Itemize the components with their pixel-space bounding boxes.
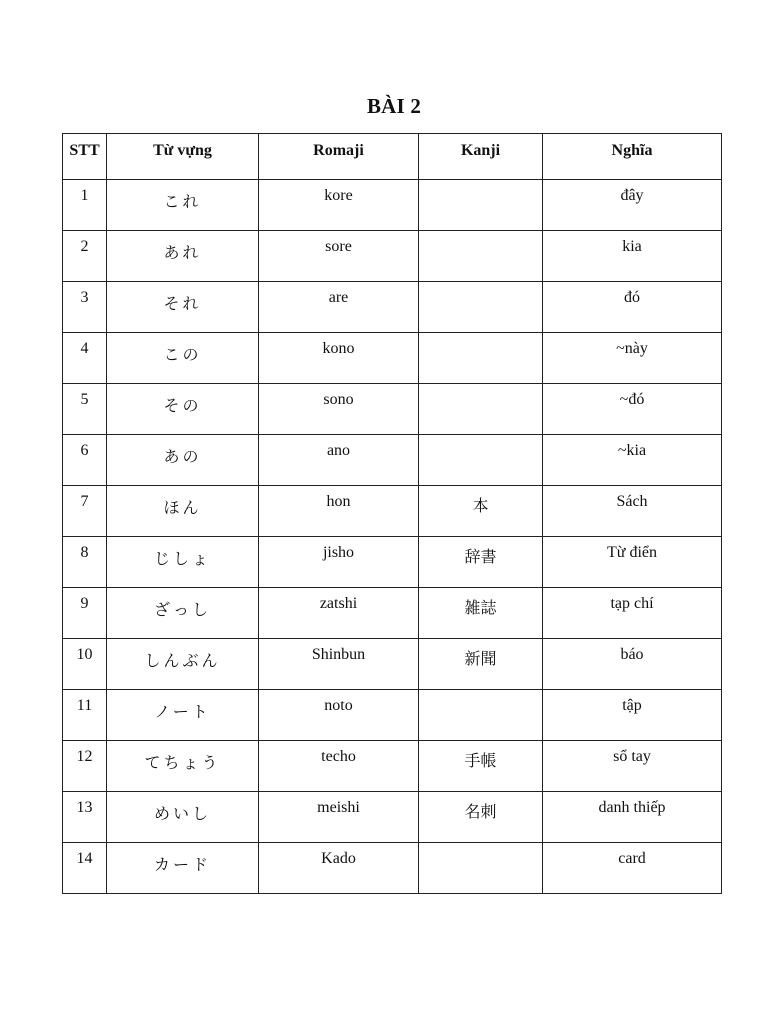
cell-romaji: kono (259, 333, 419, 384)
cell-kanji: 新聞 (419, 639, 543, 690)
cell-romaji: Kado (259, 843, 419, 894)
cell-meaning: kia (543, 231, 722, 282)
cell-meaning: ~kia (543, 435, 722, 486)
table-header-row (63, 134, 722, 180)
cell-stt: 6 (63, 435, 107, 486)
cell-vocab: あの (107, 435, 259, 486)
cell-romaji: kore (259, 180, 419, 231)
cell-meaning: đó (543, 282, 722, 333)
cell-meaning: đây (543, 180, 722, 231)
cell-meaning: Sách (543, 486, 722, 537)
cell-vocab: それ (107, 282, 259, 333)
cell-meaning: tập (543, 690, 722, 741)
table-row (63, 333, 722, 384)
table-row (63, 384, 722, 435)
cell-romaji: Shinbun (259, 639, 419, 690)
cell-kanji (419, 384, 543, 435)
table-row (63, 282, 722, 333)
cell-stt: 12 (63, 741, 107, 792)
cell-romaji: techo (259, 741, 419, 792)
cell-romaji: zatshi (259, 588, 419, 639)
cell-vocab: じしょ (107, 537, 259, 588)
cell-romaji: are (259, 282, 419, 333)
table-row (63, 180, 722, 231)
cell-vocab: しんぶん (107, 639, 259, 690)
cell-vocab: カード (107, 843, 259, 894)
cell-kanji (419, 282, 543, 333)
cell-meaning: ~này (543, 333, 722, 384)
table-row (63, 843, 722, 894)
cell-kanji (419, 435, 543, 486)
cell-kanji (419, 333, 543, 384)
header-meaning: Nghĩa (543, 134, 722, 180)
cell-romaji: jisho (259, 537, 419, 588)
table-row (63, 486, 722, 537)
cell-kanji: 名刺 (419, 792, 543, 843)
cell-vocab: てちょう (107, 741, 259, 792)
cell-meaning: báo (543, 639, 722, 690)
cell-vocab: この (107, 333, 259, 384)
header-kanji: Kanji (419, 134, 543, 180)
cell-stt: 9 (63, 588, 107, 639)
cell-vocab: あれ (107, 231, 259, 282)
vocabulary-table (62, 133, 722, 894)
cell-meaning: ~đó (543, 384, 722, 435)
cell-kanji (419, 180, 543, 231)
table-row (63, 792, 722, 843)
cell-romaji: hon (259, 486, 419, 537)
page-title: BÀI 2 (366, 94, 422, 118)
cell-romaji: noto (259, 690, 419, 741)
table-row (63, 639, 722, 690)
cell-stt: 4 (63, 333, 107, 384)
table-row (63, 741, 722, 792)
cell-kanji: 辞書 (419, 537, 543, 588)
table-row (63, 231, 722, 282)
cell-stt: 13 (63, 792, 107, 843)
cell-kanji: 雑誌 (419, 588, 543, 639)
cell-meaning: sổ tay (543, 741, 722, 792)
cell-meaning: danh thiếp (543, 792, 722, 843)
table-row (63, 435, 722, 486)
cell-meaning: tạp chí (543, 588, 722, 639)
table-row (63, 537, 722, 588)
cell-vocab: ざっし (107, 588, 259, 639)
cell-romaji: meishi (259, 792, 419, 843)
cell-kanji: 手帳 (419, 741, 543, 792)
cell-stt: 8 (63, 537, 107, 588)
cell-kanji: 本 (419, 486, 543, 537)
table-row (63, 690, 722, 741)
cell-meaning: card (543, 843, 722, 894)
header-romaji: Romaji (259, 134, 419, 180)
cell-vocab: これ (107, 180, 259, 231)
cell-stt: 11 (63, 690, 107, 741)
cell-romaji: sore (259, 231, 419, 282)
cell-vocab: その (107, 384, 259, 435)
cell-kanji (419, 843, 543, 894)
cell-kanji (419, 231, 543, 282)
cell-romaji: sono (259, 384, 419, 435)
cell-meaning: Từ điển (543, 537, 722, 588)
cell-stt: 2 (63, 231, 107, 282)
cell-vocab: めいし (107, 792, 259, 843)
cell-stt: 10 (63, 639, 107, 690)
cell-stt: 14 (63, 843, 107, 894)
cell-vocab: ノート (107, 690, 259, 741)
cell-romaji: ano (259, 435, 419, 486)
header-stt: STT (63, 134, 107, 180)
cell-kanji (419, 690, 543, 741)
header-vocab: Từ vựng (107, 134, 259, 180)
cell-stt: 1 (63, 180, 107, 231)
cell-stt: 3 (63, 282, 107, 333)
cell-stt: 7 (63, 486, 107, 537)
table-row (63, 588, 722, 639)
cell-stt: 5 (63, 384, 107, 435)
cell-vocab: ほん (107, 486, 259, 537)
